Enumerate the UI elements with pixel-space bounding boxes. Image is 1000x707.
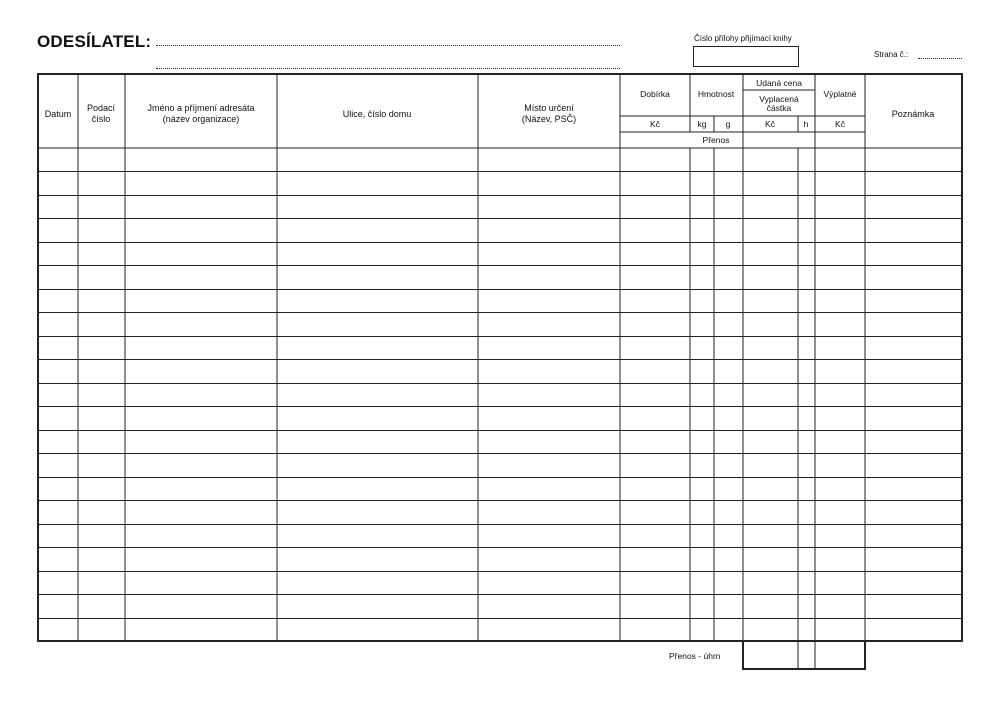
col-declared: Udaná cena (756, 78, 802, 88)
col-date: Datum (44, 109, 72, 119)
col-destination-2: (Název, PSČ) (521, 114, 577, 124)
col-podaci-1: Podací (86, 103, 116, 113)
col-street: Ulice, číslo domu (342, 109, 412, 119)
table-border (38, 74, 962, 641)
col-cod: Dobírka (640, 89, 670, 99)
col-note: Poznámka (891, 109, 935, 119)
unit-declared-h: h (803, 119, 809, 129)
unit-declared-kc: Kč (765, 119, 775, 129)
carry-total-label: Přenos - úhrn (669, 651, 721, 661)
col-destination-1: Místo určení (524, 103, 574, 113)
unit-g: g (725, 119, 731, 129)
col-postage: Výplatné (823, 89, 857, 99)
page-number-label: Strana č.: (874, 50, 909, 59)
carry-total-box[interactable] (743, 641, 865, 669)
unit-kg: kg (697, 119, 707, 129)
col-name-1: Jméno a příjmení adresáta (147, 103, 255, 113)
col-podaci-2: číslo (91, 114, 111, 124)
col-paid-1: Vyplacená (759, 94, 799, 104)
attachment-number-label: Číslo přílohy přijímací knihy (694, 34, 792, 43)
col-weight: Hmotnost (697, 89, 735, 99)
col-name-2: (název organizace) (162, 114, 240, 124)
col-paid-2: částka (766, 103, 792, 113)
sender-label: ODESÍLATEL: (37, 32, 152, 51)
column-separators (38, 74, 962, 641)
carry-label: Přenos (702, 135, 730, 145)
unit-postage: Kč (835, 119, 845, 129)
table-rows (38, 172, 962, 619)
unit-cod: Kč (650, 119, 660, 129)
